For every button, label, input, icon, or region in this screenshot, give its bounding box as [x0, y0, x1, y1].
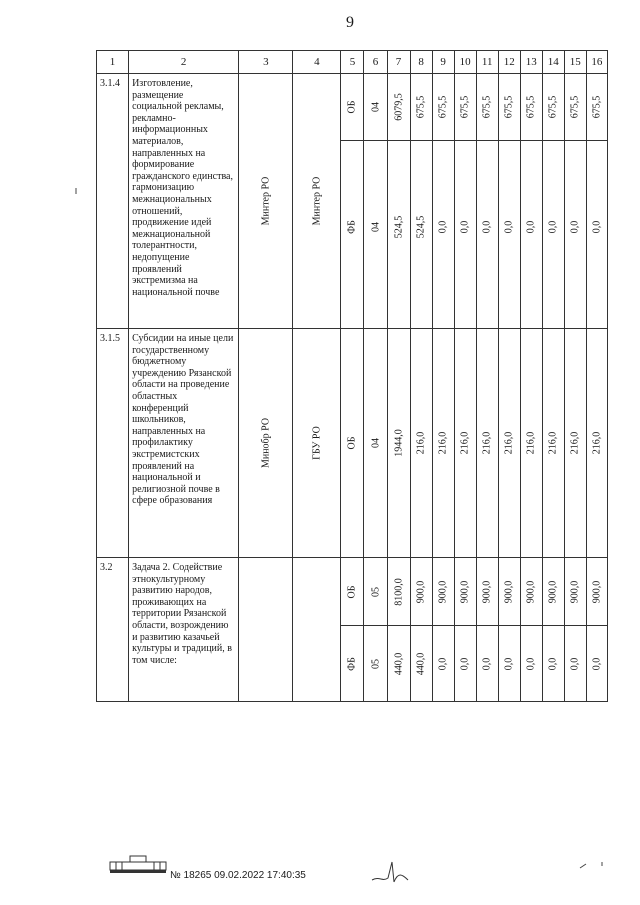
yearly-amount	[410, 74, 432, 141]
yearly-amount-text: 216,0	[415, 431, 427, 455]
yearly-amount	[432, 329, 454, 558]
table-row	[97, 329, 608, 558]
column-header: 1	[97, 51, 129, 74]
yearly-amount	[542, 74, 564, 141]
responsible-executor	[239, 558, 293, 702]
document-registration-id: № 18265 09.02.2022 17:40:35	[170, 870, 306, 881]
yearly-amount-text: 900,0	[547, 580, 559, 603]
yearly-amount-text: 675,5	[569, 95, 581, 119]
yearly-amount	[586, 329, 607, 558]
yearly-amount-text: 900,0	[569, 580, 581, 603]
yearly-amount	[564, 74, 586, 141]
funding-source-text: ОБ	[346, 436, 358, 450]
responsible-executor-text: Минобр РО	[260, 417, 272, 469]
yearly-amount-text: 675,5	[503, 95, 515, 119]
yearly-amount-text: 216,0	[591, 431, 603, 455]
yearly-amount-text: 900,0	[503, 580, 515, 603]
yearly-amount	[520, 558, 542, 626]
column-header: 14	[542, 51, 564, 74]
yearly-amount	[498, 74, 520, 141]
column-header: 2	[129, 51, 239, 74]
yearly-amount	[542, 626, 564, 702]
table-row	[97, 558, 608, 626]
yearly-amount	[476, 141, 498, 329]
total-amount	[387, 626, 410, 702]
yearly-amount	[454, 329, 476, 558]
participant-text: ГБУ РО	[311, 426, 323, 460]
yearly-amount	[476, 626, 498, 702]
yearly-amount	[586, 558, 607, 626]
yearly-amount-text: 0,0	[547, 657, 559, 670]
yearly-amount	[454, 74, 476, 141]
footer	[108, 852, 528, 892]
budget-code	[364, 74, 387, 141]
yearly-amount	[432, 74, 454, 141]
yearly-amount-text: 675,5	[437, 95, 449, 119]
yearly-amount-text: 216,0	[569, 431, 581, 455]
budget-code-text: 04	[370, 102, 381, 112]
yearly-amount	[520, 74, 542, 141]
budget-code-text: 05	[370, 586, 381, 597]
yearly-amount-text: 0,0	[569, 220, 581, 234]
page-number: 9	[346, 14, 354, 31]
column-header: 8	[410, 51, 432, 74]
participant	[293, 74, 341, 329]
column-header: 4	[293, 51, 341, 74]
yearly-amount-text: 0,0	[437, 657, 449, 670]
funding-source	[341, 329, 364, 558]
yearly-amount-text: 900,0	[481, 580, 493, 603]
responsible-executor	[239, 329, 293, 558]
yearly-amount	[586, 74, 607, 141]
total-amount-text: 8100,0	[393, 577, 405, 606]
participant-text: Минтер РО	[311, 176, 323, 226]
responsible-executor	[239, 74, 293, 329]
column-header: 16	[586, 51, 607, 74]
yearly-amount	[564, 329, 586, 558]
item-number: 3.1.4	[97, 74, 129, 329]
item-number: 3.1.5	[97, 329, 129, 558]
yearly-amount-text: 524,5	[415, 215, 427, 239]
yearly-amount	[498, 558, 520, 626]
funding-source	[341, 558, 364, 626]
column-header: 7	[387, 51, 410, 74]
column-header: 6	[364, 51, 387, 74]
total-amount-text: 1944,0	[393, 429, 405, 457]
funding-source-text: ОБ	[346, 100, 358, 114]
yearly-amount	[520, 626, 542, 702]
header-row	[97, 51, 608, 74]
funding-source	[341, 74, 364, 141]
column-header: 15	[564, 51, 586, 74]
funding-source	[341, 141, 364, 329]
yearly-amount-text: 900,0	[437, 580, 449, 603]
handwritten-signature	[368, 858, 428, 888]
yearly-amount-text: 0,0	[547, 220, 559, 234]
yearly-amount	[410, 626, 432, 702]
yearly-amount	[520, 141, 542, 329]
yearly-amount	[520, 329, 542, 558]
yearly-amount	[586, 141, 607, 329]
funding-source-text: ОБ	[346, 585, 358, 598]
yearly-amount-text: 440,0	[415, 652, 427, 675]
yearly-amount	[454, 558, 476, 626]
yearly-amount-text: 216,0	[459, 431, 471, 455]
total-amount-text: 440,0	[393, 652, 405, 675]
column-header: 10	[454, 51, 476, 74]
yearly-amount-text: 900,0	[415, 580, 427, 603]
budget-code-text: 04	[370, 222, 381, 233]
yearly-amount	[476, 558, 498, 626]
budget-code	[364, 141, 387, 329]
yearly-amount-text: 0,0	[481, 220, 493, 234]
yearly-amount-text: 675,5	[481, 95, 493, 119]
yearly-amount-text: 0,0	[591, 657, 603, 670]
yearly-amount	[542, 558, 564, 626]
total-amount-text: 524,5	[393, 215, 405, 239]
yearly-amount	[564, 626, 586, 702]
budget-code	[364, 329, 387, 558]
yearly-amount-text: 0,0	[459, 220, 471, 234]
item-description: Изготовление, размещение социальной рекламы, рекламно-информационных материалов, направленных на формирование гражданского единства, гармонизацию межнациональных отношений, продвижение идей межнациональной толерантности, недопущение проявлений экстремизма на национальной почве	[129, 74, 239, 329]
total-amount	[387, 558, 410, 626]
scan-mark-right	[578, 860, 608, 870]
yearly-amount	[476, 74, 498, 141]
yearly-amount-text: 0,0	[459, 657, 471, 670]
yearly-amount	[542, 141, 564, 329]
total-amount	[387, 329, 410, 558]
funding-source	[341, 626, 364, 702]
item-description: Субсидии на иные цели государственному бюджетному учреждению Рязанской области на проведение областных конференций школьников, направленных на профилактику экстремистских проявлений на национальной и религиозной почве в сфере образования	[129, 329, 239, 558]
yearly-amount	[410, 558, 432, 626]
yearly-amount-text: 0,0	[525, 657, 537, 670]
column-header: 13	[520, 51, 542, 74]
scan-mark-left	[74, 188, 78, 194]
yearly-amount-text: 0,0	[481, 657, 493, 670]
yearly-amount-text: 216,0	[503, 431, 515, 455]
column-header: 12	[498, 51, 520, 74]
yearly-amount-text: 0,0	[503, 657, 515, 670]
yearly-amount-text: 216,0	[481, 431, 493, 455]
yearly-amount	[454, 626, 476, 702]
column-header: 9	[432, 51, 454, 74]
funding-source-text: ФБ	[346, 656, 358, 671]
yearly-amount	[564, 558, 586, 626]
yearly-amount-text: 216,0	[525, 431, 537, 455]
yearly-amount-text: 0,0	[569, 657, 581, 670]
yearly-amount-text: 675,5	[591, 95, 603, 119]
yearly-amount	[586, 626, 607, 702]
budget-code	[364, 626, 387, 702]
item-number: 3.2	[97, 558, 129, 702]
funding-source-text: ФБ	[346, 220, 358, 234]
yearly-amount	[498, 329, 520, 558]
yearly-amount	[432, 558, 454, 626]
budget-code	[364, 558, 387, 626]
yearly-amount	[454, 141, 476, 329]
yearly-amount	[498, 626, 520, 702]
budget-code-text: 04	[370, 438, 381, 448]
yearly-amount-text: 0,0	[591, 220, 603, 234]
total-amount	[387, 141, 410, 329]
yearly-amount-text: 0,0	[525, 220, 537, 234]
yearly-amount	[542, 329, 564, 558]
yearly-amount-text: 900,0	[525, 580, 537, 603]
yearly-amount-text: 900,0	[459, 580, 471, 603]
total-amount-text: 6079,5	[393, 93, 405, 121]
total-amount	[387, 74, 410, 141]
yearly-amount	[432, 626, 454, 702]
participant	[293, 329, 341, 558]
responsible-executor-text: Минтер РО	[260, 176, 272, 226]
column-header: 5	[341, 51, 364, 74]
participant	[293, 558, 341, 702]
yearly-amount-text: 675,5	[547, 95, 559, 119]
yearly-amount-text: 675,5	[525, 95, 537, 119]
yearly-amount-text: 216,0	[547, 431, 559, 455]
column-header: 11	[476, 51, 498, 74]
yearly-amount	[432, 141, 454, 329]
building-logo	[108, 852, 168, 874]
yearly-amount-text: 675,5	[415, 95, 427, 119]
yearly-amount	[498, 141, 520, 329]
budget-code-text: 05	[370, 658, 381, 669]
yearly-amount	[410, 141, 432, 329]
yearly-amount-text: 0,0	[503, 220, 515, 234]
yearly-amount	[410, 329, 432, 558]
yearly-amount	[476, 329, 498, 558]
yearly-amount-text: 216,0	[437, 431, 449, 455]
yearly-amount-text: 900,0	[591, 580, 603, 603]
yearly-amount-text: 0,0	[437, 220, 449, 234]
yearly-amount-text: 675,5	[459, 95, 471, 119]
column-header: 3	[239, 51, 293, 74]
item-description: Задача 2. Содействие этнокультурному развитию народов, проживающих на территории Рязанской области, возрождению и развитию казачьей культуры и традиций, в том числе:	[129, 558, 239, 702]
table-row	[97, 74, 608, 141]
budget-table	[96, 50, 608, 702]
yearly-amount	[564, 141, 586, 329]
